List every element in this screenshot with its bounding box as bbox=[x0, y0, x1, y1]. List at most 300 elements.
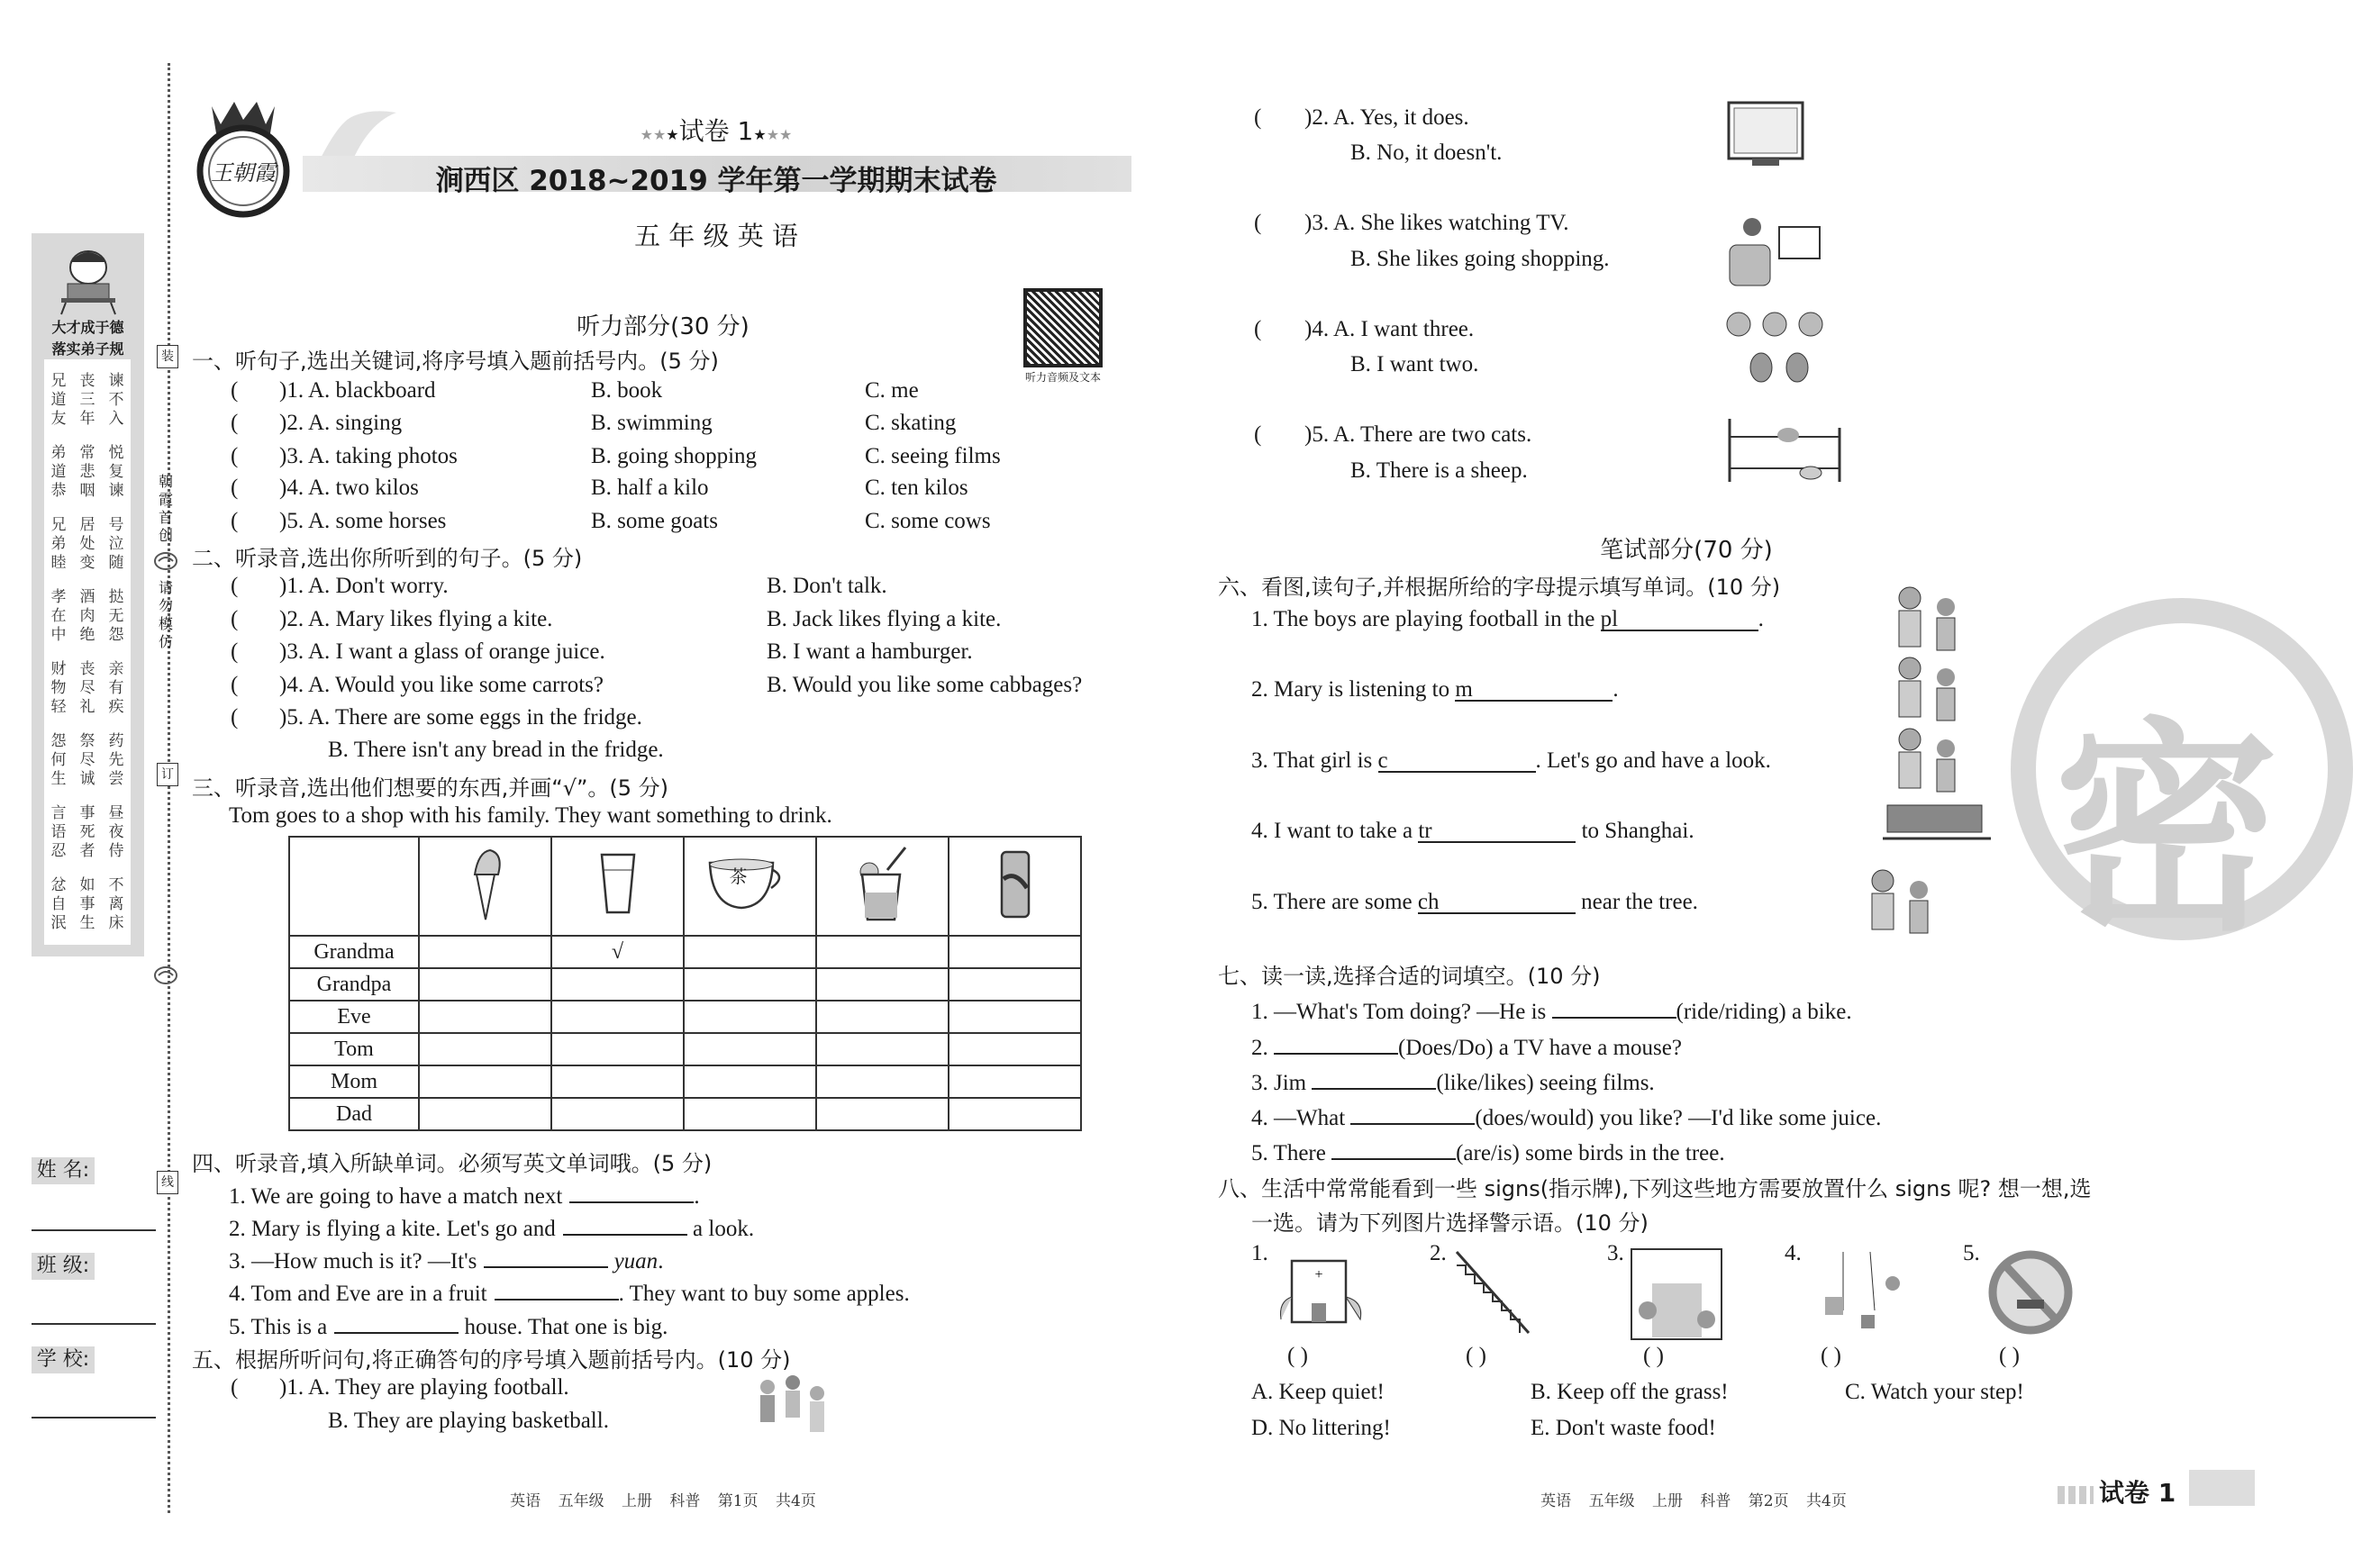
verse-char: 咽 bbox=[79, 482, 95, 500]
fill-in-sentence bbox=[1251, 994, 1852, 1025]
sentence-end: (does/would) you like? —I'd like some juice. bbox=[1475, 1106, 1882, 1130]
answer-bracket[interactable]: ( bbox=[1254, 317, 1262, 341]
sentence-start: 4. —What bbox=[1251, 1106, 1351, 1130]
table-column-header bbox=[949, 837, 1081, 936]
table-column-header bbox=[684, 837, 816, 936]
option-b: B. going shopping bbox=[591, 444, 758, 468]
answer-bracket[interactable]: ( bbox=[231, 639, 239, 664]
tree-and-children-picture bbox=[1856, 863, 1946, 948]
sentence-end: . Let's go and have a look. bbox=[1535, 748, 1771, 773]
answer-blank-with-hint[interactable] bbox=[1601, 607, 1758, 631]
sentence-start: 5. There bbox=[1251, 1141, 1332, 1165]
verse-char: 夜 bbox=[108, 823, 124, 841]
verse-char: 在 bbox=[50, 607, 67, 625]
letter-hint: tr bbox=[1418, 819, 1432, 843]
binding-dotted-line bbox=[168, 63, 170, 1513]
check-cell[interactable] bbox=[684, 1065, 816, 1098]
sentence-start: 2. bbox=[1251, 1036, 1274, 1060]
table-column-header bbox=[419, 837, 551, 936]
verse-char: 侍 bbox=[108, 842, 124, 860]
option-b: B. I want a hamburger. bbox=[767, 639, 973, 664]
sentence-end: (Does/Do) a TV have a mouse? bbox=[1398, 1036, 1682, 1060]
picture-number: 1. bbox=[1251, 1241, 1268, 1265]
answer-blank[interactable] bbox=[1552, 994, 1676, 1019]
motto-line-1: 大才成于德 bbox=[51, 319, 124, 336]
check-cell[interactable] bbox=[816, 936, 949, 968]
tv-picture bbox=[1725, 99, 1806, 176]
check-cell[interactable] bbox=[949, 1098, 1081, 1130]
sentence-start: 3. —How much is it? —It's bbox=[229, 1249, 477, 1273]
fill-in-sentence bbox=[229, 1211, 754, 1242]
paper-label: ★★★试卷 1★★★ bbox=[640, 116, 793, 146]
table-row bbox=[289, 936, 1081, 968]
no-walking-on-grass-icon bbox=[1985, 1247, 2076, 1342]
svg-text:+: + bbox=[1314, 1267, 1323, 1282]
check-cell[interactable] bbox=[551, 968, 684, 1001]
answer-bracket[interactable]: ( ) bbox=[1643, 1344, 1664, 1368]
verse-char: 谏 bbox=[108, 482, 124, 500]
verse-char: 绝 bbox=[79, 626, 95, 644]
verse-char: 不 bbox=[108, 391, 124, 409]
option-c: C. some cows bbox=[865, 509, 991, 533]
check-cell[interactable] bbox=[419, 968, 551, 1001]
verse-char: 死 bbox=[79, 823, 95, 841]
sign-option: E. Don't waste food! bbox=[1531, 1416, 1716, 1440]
verse-char: 弟 bbox=[50, 535, 67, 553]
litter-icon bbox=[1807, 1247, 1911, 1342]
table-row bbox=[289, 1001, 1081, 1033]
section-8-heading: 八、生活中常常能看到一些 signs(指示牌),下列这些地方需要放置什么 signs 呢? 想一想,选 bbox=[1218, 1176, 2092, 1201]
sign-option: B. Keep off the grass! bbox=[1531, 1380, 1729, 1404]
option-b: B. I want two. bbox=[1350, 352, 1479, 376]
option-c: C. ten kilos bbox=[865, 476, 968, 500]
verse-char: 离 bbox=[108, 895, 124, 913]
ice-cream-icon bbox=[459, 906, 513, 929]
listening-section-title: 听力部分(30 分) bbox=[577, 313, 750, 340]
check-cell[interactable] bbox=[684, 936, 816, 968]
verse-char: 弟 bbox=[50, 444, 67, 462]
binding-tag-xian: 线 bbox=[157, 1171, 178, 1194]
verse-char: 忿 bbox=[50, 876, 67, 894]
answer-blank[interactable] bbox=[563, 1211, 687, 1236]
answer-bracket[interactable]: ( bbox=[231, 444, 239, 468]
verse-char: 挞 bbox=[108, 588, 124, 606]
answer-bracket[interactable]: ( bbox=[1254, 105, 1262, 130]
check-cell[interactable] bbox=[684, 1098, 816, 1130]
tea-char: 茶 bbox=[729, 865, 748, 887]
answer-blank[interactable] bbox=[1350, 1101, 1475, 1125]
juice-icon bbox=[851, 906, 914, 929]
verse-block bbox=[44, 732, 131, 789]
fill-in-sentence bbox=[1251, 1065, 1655, 1096]
option-c: C. seeing films bbox=[865, 444, 1001, 468]
sentence-end: near the tree. bbox=[1575, 890, 1698, 914]
option-a: )3. A. She likes watching TV. bbox=[1304, 211, 1569, 235]
fill-in-sentence bbox=[1251, 607, 1764, 632]
check-cell[interactable] bbox=[684, 1001, 816, 1033]
check-cell[interactable] bbox=[551, 1065, 684, 1098]
sentence-start: 1. The boys are playing football in the bbox=[1251, 607, 1601, 631]
option-a: )2. A. Yes, it does. bbox=[1304, 105, 1469, 130]
check-cell[interactable] bbox=[816, 1001, 949, 1033]
can-drink-icon bbox=[993, 906, 1038, 929]
option-b: B. Would you like some cabbages? bbox=[767, 673, 1083, 697]
check-cell[interactable] bbox=[419, 1065, 551, 1098]
option-b: B. book bbox=[591, 378, 663, 403]
answer-bracket[interactable]: ( ) bbox=[1999, 1344, 2020, 1368]
verse-char: 兄 bbox=[50, 372, 67, 390]
verse-char: 随 bbox=[108, 554, 124, 572]
option-a: )5. A. some horses bbox=[279, 509, 447, 533]
answer-bracket[interactable]: ( bbox=[231, 574, 239, 598]
page-footer-left: 英语 五年级 上册 科普 第1页 共4页 bbox=[510, 1492, 816, 1510]
answer-bracket[interactable]: ( bbox=[1254, 211, 1262, 235]
restaurant-icon bbox=[1630, 1247, 1724, 1346]
verse-char: 先 bbox=[108, 751, 124, 769]
sentence-start: 2. Mary is listening to bbox=[1251, 677, 1456, 702]
verse-char: 道 bbox=[50, 463, 67, 481]
check-cell[interactable] bbox=[816, 968, 949, 1001]
answer-bracket[interactable]: ( ) bbox=[1466, 1344, 1486, 1368]
sentence-end: to Shanghai. bbox=[1576, 819, 1694, 843]
check-cell[interactable] bbox=[949, 1001, 1081, 1033]
binding-tag-zhuang: 装 bbox=[157, 345, 178, 368]
verse-char: 床 bbox=[108, 914, 124, 932]
verse-char: 祭 bbox=[79, 732, 95, 750]
verse-char: 财 bbox=[50, 660, 67, 678]
answer-bracket[interactable]: ( ) bbox=[1287, 1344, 1308, 1368]
answer-blank[interactable] bbox=[334, 1310, 459, 1334]
option-a: )5. A. There are some eggs in the fridge. bbox=[279, 705, 642, 730]
verse-char: 居 bbox=[79, 516, 95, 534]
verse-char: 语 bbox=[50, 823, 67, 841]
sign-option: D. No littering! bbox=[1251, 1416, 1391, 1440]
swirl-ornament-icon bbox=[153, 965, 178, 985]
school-field[interactable] bbox=[32, 1417, 156, 1418]
check-cell[interactable] bbox=[949, 1033, 1081, 1065]
verse-char: 中 bbox=[50, 626, 67, 644]
section-8-heading-cont: 一选。请为下列图片选择警示语。(10 分) bbox=[1251, 1210, 1649, 1236]
sentence-end: . bbox=[1613, 677, 1619, 702]
answer-blank[interactable] bbox=[1274, 1030, 1398, 1055]
sentence-start: 4. Tom and Eve are in a fruit bbox=[229, 1282, 487, 1306]
option-b: B. She likes going shopping. bbox=[1350, 247, 1610, 271]
verse-char: 疾 bbox=[108, 698, 124, 716]
check-cell[interactable] bbox=[684, 1033, 816, 1065]
sentence-start: 5. This is a bbox=[229, 1315, 328, 1339]
check-cell[interactable] bbox=[949, 936, 1081, 968]
option-a: )1. A. blackboard bbox=[279, 378, 436, 403]
check-cell[interactable] bbox=[551, 1033, 684, 1065]
verse-block bbox=[44, 876, 131, 933]
verse-char: 生 bbox=[50, 770, 67, 788]
verse-char: 亲 bbox=[108, 660, 124, 678]
verse-block bbox=[44, 516, 131, 573]
picture-number: 4. bbox=[1785, 1241, 1802, 1265]
corner-pattern bbox=[2058, 1486, 2094, 1504]
answer-bracket[interactable]: ( bbox=[231, 1375, 239, 1400]
verse-char: 事 bbox=[79, 804, 95, 822]
vertical-note-1: 朝霞首创 bbox=[158, 473, 173, 544]
answer-bracket[interactable]: ( bbox=[231, 607, 239, 631]
student-reading-icon bbox=[57, 242, 120, 314]
picture-number: 3. bbox=[1607, 1241, 1624, 1265]
verse-block bbox=[44, 372, 131, 429]
option-a: )1. A. Don't worry. bbox=[279, 574, 449, 598]
sentence-end: . They want to buy some apples. bbox=[618, 1282, 910, 1306]
verse-char: 有 bbox=[108, 679, 124, 697]
table-header-row bbox=[289, 837, 1081, 936]
vertical-note-2: 请勿模仿 bbox=[158, 579, 173, 650]
answer-bracket[interactable]: ( bbox=[231, 673, 239, 697]
verse-block bbox=[44, 804, 131, 861]
fill-in-sentence bbox=[1251, 890, 1698, 915]
verse-char: 恭 bbox=[50, 482, 67, 500]
verse-box bbox=[44, 359, 131, 945]
answer-blank[interactable] bbox=[484, 1244, 608, 1268]
verse-char: 泣 bbox=[108, 535, 124, 553]
answer-bracket[interactable]: ( bbox=[231, 705, 239, 730]
fill-in-sentence bbox=[1251, 748, 1771, 774]
apples-and-pears-picture bbox=[1725, 308, 1842, 394]
option-a: )4. A. two kilos bbox=[279, 476, 419, 500]
verse-char: 入 bbox=[108, 410, 124, 428]
sentence-start: 3. That girl is bbox=[1251, 748, 1378, 773]
verse-char: 不 bbox=[108, 876, 124, 894]
verse-char: 尽 bbox=[79, 679, 95, 697]
sentence-italic: yuan bbox=[613, 1249, 659, 1273]
row-name: Tom bbox=[289, 1033, 419, 1065]
check-cell[interactable] bbox=[419, 936, 551, 968]
section-4-heading: 四、听录音,填入所缺单词。必须写英文单词哦。(5 分) bbox=[192, 1151, 713, 1176]
check-cell[interactable] bbox=[949, 968, 1081, 1001]
verse-char: 兄 bbox=[50, 516, 67, 534]
section-7-heading: 七、读一读,选择合适的词填空。(10 分) bbox=[1218, 964, 1601, 989]
table-row bbox=[289, 968, 1081, 1001]
fill-in-sentence bbox=[1251, 1101, 1881, 1131]
option-a: )3. A. taking photos bbox=[279, 444, 458, 468]
sentence-end: (are/is) some birds in the tree. bbox=[1456, 1141, 1725, 1165]
check-cell[interactable] bbox=[816, 1033, 949, 1065]
name-field[interactable] bbox=[32, 1229, 156, 1231]
sentence-start: 2. Mary is flying a kite. Let's go and bbox=[229, 1217, 556, 1241]
picture-number: 5. bbox=[1963, 1241, 1980, 1265]
row-name: Eve bbox=[289, 1001, 419, 1033]
sentence-end: (ride/riding) a bike. bbox=[1676, 1000, 1852, 1024]
subject-title: 五 年 级 英 语 bbox=[634, 221, 798, 251]
verse-char: 号 bbox=[108, 516, 124, 534]
option-a: )5. A. There are two cats. bbox=[1304, 422, 1532, 447]
sentence-end: . bbox=[1758, 607, 1764, 631]
option-a: )2. A. singing bbox=[279, 411, 403, 435]
check-cell[interactable]: √ bbox=[551, 936, 684, 968]
fill-in-sentence bbox=[229, 1310, 668, 1340]
check-cell[interactable] bbox=[949, 1065, 1081, 1098]
option-b: B. Jack likes flying a kite. bbox=[767, 607, 1002, 631]
sentence-start: 1. —What's Tom doing? —He is bbox=[1251, 1000, 1552, 1024]
verse-char: 睦 bbox=[50, 554, 67, 572]
verse-char: 者 bbox=[79, 842, 95, 860]
verse-char: 酒 bbox=[79, 588, 95, 606]
verse-char: 无 bbox=[108, 607, 124, 625]
verse-char: 事 bbox=[79, 895, 95, 913]
check-cell[interactable] bbox=[816, 1065, 949, 1098]
answer-blank[interactable] bbox=[1331, 1136, 1456, 1160]
sentence-start: 3. Jim bbox=[1251, 1071, 1313, 1095]
exam-title: 涧西区 2018~2019 学年第一学期期末试卷 bbox=[435, 165, 997, 197]
verse-char: 怨 bbox=[108, 626, 124, 644]
verse-char: 言 bbox=[50, 804, 67, 822]
hospital-building-icon bbox=[1274, 1247, 1373, 1333]
binding-tag-ding: 订 bbox=[157, 763, 178, 786]
sign-option: C. Watch your step! bbox=[1845, 1380, 2024, 1404]
verse-char: 变 bbox=[79, 554, 95, 572]
check-cell[interactable] bbox=[684, 968, 816, 1001]
paper-label-text: 试卷 1 bbox=[678, 116, 754, 146]
sign-option: A. Keep quiet! bbox=[1251, 1380, 1385, 1404]
watermark-char: 密 bbox=[2054, 699, 2279, 961]
verse-block bbox=[44, 660, 131, 717]
class-label: 班 级: bbox=[32, 1253, 95, 1280]
answer-blank[interactable] bbox=[1312, 1065, 1436, 1090]
letter-hint: m bbox=[1455, 677, 1473, 702]
verse-char: 友 bbox=[50, 410, 67, 428]
option-b: B. There is a sheep. bbox=[1350, 458, 1528, 483]
school-label: 学 校: bbox=[32, 1346, 95, 1373]
staircase-icon bbox=[1452, 1247, 1533, 1342]
verse-char: 年 bbox=[79, 410, 95, 428]
woman-watching-tv-picture bbox=[1725, 209, 1824, 295]
sentence-end: . bbox=[694, 1184, 700, 1209]
answer-bracket[interactable]: ( bbox=[231, 411, 239, 435]
train-picture bbox=[1883, 792, 1991, 850]
verse-char: 礼 bbox=[79, 698, 95, 716]
answer-blank-with-hint[interactable] bbox=[1455, 677, 1613, 702]
verse-char: 怨 bbox=[50, 732, 67, 750]
verse-char: 谏 bbox=[108, 372, 124, 390]
name-label: 姓 名: bbox=[32, 1157, 95, 1184]
letter-hint: ch bbox=[1417, 890, 1440, 914]
verse-char: 悲 bbox=[79, 463, 95, 481]
verse-char: 泯 bbox=[50, 914, 67, 932]
glass-of-water-icon bbox=[591, 902, 645, 925]
picture-number: 2. bbox=[1430, 1241, 1447, 1265]
fill-in-sentence bbox=[1251, 819, 1694, 844]
option-c: C. skating bbox=[865, 411, 957, 435]
check-cell[interactable] bbox=[419, 1098, 551, 1130]
table-column-header bbox=[816, 837, 949, 936]
qr-caption: 听力音频及文本 bbox=[1024, 371, 1102, 384]
option-b: B. No, it doesn't. bbox=[1350, 140, 1503, 165]
sentence-start: 4. I want to take a bbox=[1251, 819, 1419, 843]
fill-in-sentence bbox=[229, 1276, 910, 1307]
verse-char: 自 bbox=[50, 895, 67, 913]
option-b: B. half a kilo bbox=[591, 476, 709, 500]
sentence-end: a look. bbox=[686, 1217, 755, 1241]
row-name: Mom bbox=[289, 1065, 419, 1098]
section-5-heading: 五、根据所听问句,将正确答句的序号填入题前括号内。(10 分) bbox=[192, 1347, 791, 1373]
drinks-table bbox=[288, 836, 1082, 1131]
option-b: B. some goats bbox=[591, 509, 718, 533]
answer-bracket[interactable]: ( bbox=[231, 476, 239, 500]
verse-char: 生 bbox=[79, 914, 95, 932]
check-cell[interactable] bbox=[419, 1033, 551, 1065]
corner-block bbox=[2189, 1470, 2255, 1506]
check-cell[interactable] bbox=[551, 1098, 684, 1130]
answer-blank-with-hint[interactable] bbox=[1418, 890, 1576, 914]
answer-bracket[interactable]: ( bbox=[231, 509, 239, 533]
option-b: B. There isn't any bread in the fridge. bbox=[328, 738, 664, 762]
table-row bbox=[289, 1098, 1081, 1130]
answer-bracket[interactable]: ( bbox=[231, 378, 239, 403]
verse-char: 尽 bbox=[79, 751, 95, 769]
fill-in-sentence bbox=[1251, 1136, 1725, 1166]
answer-blank[interactable] bbox=[569, 1179, 694, 1203]
class-field[interactable] bbox=[32, 1323, 156, 1325]
fill-in-sentence bbox=[229, 1244, 663, 1274]
check-cell[interactable] bbox=[419, 1001, 551, 1033]
section-2-heading: 二、听录音,选出你所听到的句子。(5 分) bbox=[192, 546, 583, 571]
verse-char: 尝 bbox=[108, 770, 124, 788]
page-footer-right: 英语 五年级 上册 科普 第2页 共4页 bbox=[1540, 1492, 1847, 1510]
option-c: C. me bbox=[865, 378, 919, 403]
verse-char: 孝 bbox=[50, 588, 67, 606]
verse-char: 昼 bbox=[108, 804, 124, 822]
qr-code[interactable] bbox=[1023, 288, 1103, 367]
fill-in-sentence bbox=[229, 1179, 700, 1210]
section-3-heading: 三、听录音,选出他们想要的东西,并画“√”。(5 分) bbox=[192, 775, 669, 801]
svg-text:王朝霞: 王朝霞 bbox=[211, 160, 276, 186]
verse-char: 三 bbox=[79, 391, 95, 409]
option-b: B. swimming bbox=[591, 411, 713, 435]
check-cell[interactable] bbox=[816, 1098, 949, 1130]
sentence-period: . bbox=[658, 1249, 664, 1273]
answer-bracket[interactable]: ( ) bbox=[1821, 1344, 1841, 1368]
fill-in-sentence bbox=[1251, 1030, 1682, 1061]
verse-char: 何 bbox=[50, 751, 67, 769]
option-a: )2. A. Mary likes flying a kite. bbox=[279, 607, 553, 631]
check-cell[interactable] bbox=[551, 1001, 684, 1033]
sentence-start: 1. We are going to have a match next bbox=[229, 1184, 563, 1209]
answer-blank-with-hint[interactable] bbox=[1418, 819, 1576, 843]
option-a: )4. A. I want three. bbox=[1304, 317, 1475, 341]
answer-blank-with-hint[interactable] bbox=[1378, 748, 1536, 773]
verse-block bbox=[44, 588, 131, 645]
option-a: )3. A. I want a glass of orange juice. bbox=[279, 639, 605, 664]
verse-char: 忍 bbox=[50, 842, 67, 860]
bed-with-cats-picture bbox=[1725, 410, 1844, 491]
children-playing-picture bbox=[750, 1373, 836, 1450]
section-6-heading: 六、看图,读句子,并根据所给的字母提示填写单词。(10 分) bbox=[1218, 575, 1781, 600]
answer-bracket[interactable]: ( bbox=[1254, 422, 1262, 447]
verse-char: 肉 bbox=[79, 607, 95, 625]
letter-hint: pl bbox=[1600, 607, 1619, 631]
sentence-end: (like/likes) seeing films. bbox=[1436, 1071, 1655, 1095]
motto-line-2: 落实弟子规 bbox=[51, 340, 124, 358]
table-row bbox=[289, 1033, 1081, 1065]
sentence-end: house. That one is big. bbox=[459, 1315, 668, 1339]
verse-char: 悦 bbox=[108, 444, 124, 462]
writing-section-title: 笔试部分(70 分) bbox=[1600, 537, 1773, 564]
verse-char: 道 bbox=[50, 391, 67, 409]
verse-char: 物 bbox=[50, 679, 67, 697]
sidebar-motto-panel bbox=[32, 233, 144, 956]
corner-paper-label: 试卷 1 bbox=[2099, 1478, 2176, 1508]
table-row bbox=[289, 1065, 1081, 1098]
row-name: Grandma bbox=[289, 936, 419, 968]
verse-block bbox=[44, 444, 131, 501]
answer-blank[interactable] bbox=[495, 1276, 619, 1301]
